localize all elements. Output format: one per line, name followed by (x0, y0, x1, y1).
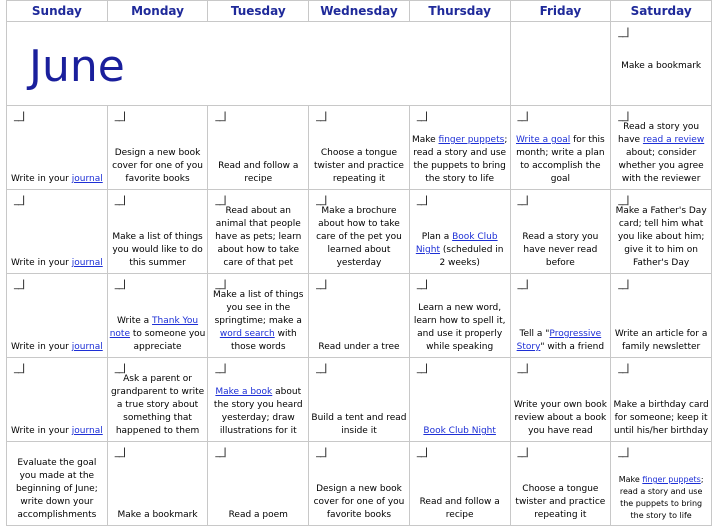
activity-text (311, 483, 407, 522)
activity-text-part: about the story you heard yesterday; draw illustrations for it (213, 387, 303, 436)
checkoff-blank: __| (416, 447, 428, 458)
week-row (7, 190, 712, 274)
activity-link[interactable]: journal (71, 342, 103, 352)
checkoff-blank: __| (416, 111, 428, 122)
activity-text (110, 147, 206, 186)
activity-text-part: Read a poem (228, 510, 288, 520)
checkoff-blank: __| (114, 279, 126, 290)
checkoff-blank: __| (517, 363, 528, 374)
checkoff-blank: __| (215, 195, 226, 206)
day-cell (510, 190, 611, 274)
activity-text-part: Write a (117, 316, 153, 326)
month-title: June (29, 41, 125, 92)
activity-text (9, 173, 105, 186)
checkoff-blank: __| (114, 195, 126, 206)
weekday-header-row (7, 1, 712, 22)
activity-text-part: Make a bookmark (117, 510, 198, 520)
day-cell (409, 358, 510, 442)
activity-link[interactable]: Thank You note (109, 316, 199, 339)
activity-text (513, 231, 609, 270)
week-row (7, 274, 712, 358)
weekday-header: Monday (107, 1, 208, 22)
checkoff-blank: __| (316, 195, 327, 206)
activity-text-part: " with a friend (540, 342, 605, 352)
activity-text-part: Write in your (10, 426, 72, 436)
activity-text (613, 205, 709, 270)
activity-text (412, 231, 508, 270)
day-cell (409, 274, 510, 358)
checkoff-blank: __| (618, 363, 629, 374)
week-row-first (7, 22, 712, 106)
day-cell (309, 274, 410, 358)
day-cell (309, 106, 410, 190)
day-cell (107, 190, 208, 274)
checkoff-blank: __| (316, 279, 327, 290)
activity-text (311, 147, 407, 186)
activity-text: Make a bookmark (621, 61, 702, 71)
activity-text (513, 328, 609, 354)
day-cell (208, 442, 309, 526)
activity-text-part: ; read a story and use the puppets to bring the story to life (619, 475, 704, 520)
activity-text-part: about; consider whether you agree with the reviewer (618, 148, 704, 184)
activity-link[interactable]: Make a book (215, 387, 273, 397)
activity-text-part: Read under a tree (318, 342, 400, 352)
activity-text (513, 134, 609, 186)
activity-link[interactable]: journal (71, 174, 103, 184)
checkoff-blank: __| (517, 111, 528, 122)
activity-text (513, 483, 609, 522)
day-cell (309, 442, 410, 526)
activity-text (513, 399, 609, 438)
day-cell (510, 106, 611, 190)
checkoff-blank: __| (114, 111, 126, 122)
day-cell (7, 274, 108, 358)
checkoff-blank: __| (14, 111, 25, 122)
activity-text-part: Evaluate the goal you made at the beginning of June; write down your accomplishments (15, 458, 98, 520)
weekday-header: Tuesday (208, 1, 309, 22)
activity-text (110, 509, 206, 522)
activity-text (210, 386, 306, 438)
day-cell (611, 274, 712, 358)
day-cell (208, 190, 309, 274)
activity-text-part: Write an article for a family newsletter (614, 329, 708, 352)
activity-text (9, 425, 105, 438)
activity-text (412, 134, 508, 186)
activity-text (311, 412, 407, 438)
checkoff-blank: __| (316, 447, 327, 458)
checkoff-blank: __| (114, 447, 126, 458)
activity-text (412, 302, 508, 354)
activity-text-part: Read a story you have (617, 122, 700, 145)
activity-text-part: Make a list of things you see in the springtime; make a (213, 290, 304, 326)
week-row (7, 442, 712, 526)
checkoff-blank: __| (14, 195, 25, 206)
activity-text-part: Write in your (10, 258, 72, 268)
week-row (7, 106, 712, 190)
activity-text-part: Make (618, 475, 643, 484)
activity-link[interactable]: journal (71, 258, 103, 268)
day-cell (7, 442, 108, 526)
checkoff-blank: __| (316, 111, 327, 122)
activity-text-part: ; read a story and use the puppets to bring the story to life (413, 135, 508, 184)
activity-link[interactable]: finger puppets (642, 475, 701, 484)
checkoff-blank: __| (215, 363, 226, 374)
day-cell (611, 190, 712, 274)
activity-link[interactable]: Progressive Story (516, 329, 602, 352)
checkoff-blank: __| (14, 279, 25, 290)
checkoff-blank: __| (316, 363, 327, 374)
activity-text (613, 328, 709, 354)
weekday-header: Saturday (611, 1, 712, 22)
checkoff-blank: __| (215, 279, 226, 290)
activity-text (210, 509, 306, 522)
activity-text-part: Ask a parent or grandparent to write a true story about something that happened to them (110, 374, 205, 436)
weekday-header: Sunday (7, 1, 108, 22)
activity-text-part: (scheduled in 2 weeks) (439, 245, 504, 268)
day-cell (510, 274, 611, 358)
day-cell (107, 358, 208, 442)
june-calendar (6, 0, 712, 526)
activity-link[interactable]: journal (71, 426, 103, 436)
empty-day-cell (510, 22, 611, 106)
activity-text-part: Tell a " (519, 329, 550, 339)
checkoff-blank: __| (618, 111, 629, 122)
checkoff-blank: __| (14, 363, 25, 374)
day-cell (309, 190, 410, 274)
activity-text-part: Plan a (421, 232, 453, 242)
activity-text (210, 289, 306, 354)
day-cell (510, 442, 611, 526)
weekday-header: Thursday (409, 1, 510, 22)
activity-text-part: Choose a tongue twister and practice repeating it (515, 484, 606, 520)
activity-text (311, 205, 407, 270)
day-cell (208, 274, 309, 358)
activity-text-part: Write your own book review about a book you have read (513, 400, 607, 436)
activity-text (412, 496, 508, 522)
activity-text-part: Design a new book cover for one of you favorite books (313, 484, 405, 520)
activity-text-part: Design a new book cover for one of you favorite books (112, 148, 203, 184)
month-title-cell (7, 22, 511, 106)
checkoff-blank: __| (416, 363, 428, 374)
activity-link[interactable]: Book Club Night (423, 426, 496, 436)
activity-text-part: Read and follow a recipe (218, 161, 299, 184)
activity-text-part: Read about an animal that people have as pets; learn about how to take care of that pet (215, 206, 302, 268)
checkoff-blank: __| (517, 279, 528, 290)
day-cell (611, 442, 712, 526)
activity-text-part: Learn a new word, learn how to spell it, and use it properly while speaking (413, 303, 506, 352)
activity-text-part: with those words (230, 329, 297, 352)
activity-text-part: Build a tent and read inside it (311, 413, 407, 436)
checkoff-blank: __| (416, 279, 428, 290)
day-cell (409, 442, 510, 526)
activity-text (9, 257, 105, 270)
activity-text (110, 373, 206, 438)
activity-link[interactable]: read a review (642, 135, 705, 145)
day-cell (611, 22, 712, 106)
checkoff-blank: __| (114, 363, 126, 374)
checkoff-blank: __| (416, 195, 428, 206)
activity-text-part: Make (411, 135, 439, 145)
activity-text (613, 399, 709, 438)
activity-text-part: to someone you appreciate (129, 329, 206, 352)
activity-text-part: Write in your (10, 174, 72, 184)
checkoff-blank: __| (517, 447, 528, 458)
checkoff-blank: __| (618, 447, 629, 458)
activity-text (9, 457, 105, 522)
day-cell (409, 106, 510, 190)
checkoff-blank: __| (618, 27, 629, 38)
activity-text (210, 160, 306, 186)
day-cell (107, 274, 208, 358)
activity-link[interactable]: Write a goal (515, 135, 571, 145)
activity-text-part: Make a Father's Day card; tell him what you like about him; give it to him on Father's Day (615, 206, 707, 268)
activity-text (412, 425, 508, 438)
day-cell (7, 190, 108, 274)
day-cell (208, 358, 309, 442)
activity-link[interactable]: finger puppets (438, 135, 505, 145)
checkoff-blank: __| (215, 447, 226, 458)
activity-text-part: Make a brochure about how to take care of the pet you learned about yesterday (316, 206, 402, 268)
day-cell (409, 190, 510, 274)
activity-text (110, 315, 206, 354)
day-cell (107, 106, 208, 190)
checkoff-blank: __| (618, 279, 629, 290)
activity-text-part: Write in your (10, 342, 72, 352)
activity-text (613, 474, 709, 522)
checkoff-blank: __| (215, 111, 226, 122)
activity-text-part: Make a list of things you would like to do this summer (112, 232, 203, 268)
activity-text (613, 121, 709, 186)
activity-text (311, 341, 407, 354)
day-cell (309, 358, 410, 442)
checkoff-blank: __| (517, 195, 528, 206)
activity-link[interactable]: word search (219, 329, 275, 339)
day-cell (7, 106, 108, 190)
activity-text-part: Read and follow a recipe (419, 497, 500, 520)
activity-text-part: Make a birthday card for someone; keep it until his/her birthday (613, 400, 709, 436)
activity-text (110, 231, 206, 270)
day-cell (7, 358, 108, 442)
day-cell (611, 106, 712, 190)
activity-text (9, 341, 105, 354)
checkoff-blank: __| (618, 195, 629, 206)
weekday-header: Wednesday (309, 1, 410, 22)
day-cell (208, 106, 309, 190)
weekday-header: Friday (510, 1, 611, 22)
day-cell (611, 358, 712, 442)
activity-text-part: for this month; write a plan to accomplish the goal (516, 135, 605, 184)
day-cell (510, 358, 611, 442)
activity-link[interactable]: Book Club Night (415, 232, 498, 255)
activity-text-part: Choose a tongue twister and practice repeating it (314, 148, 404, 184)
activity-text (210, 205, 306, 270)
day-cell (107, 442, 208, 526)
activity-text-part: Read a story you have never read before (522, 232, 599, 268)
week-row (7, 358, 712, 442)
